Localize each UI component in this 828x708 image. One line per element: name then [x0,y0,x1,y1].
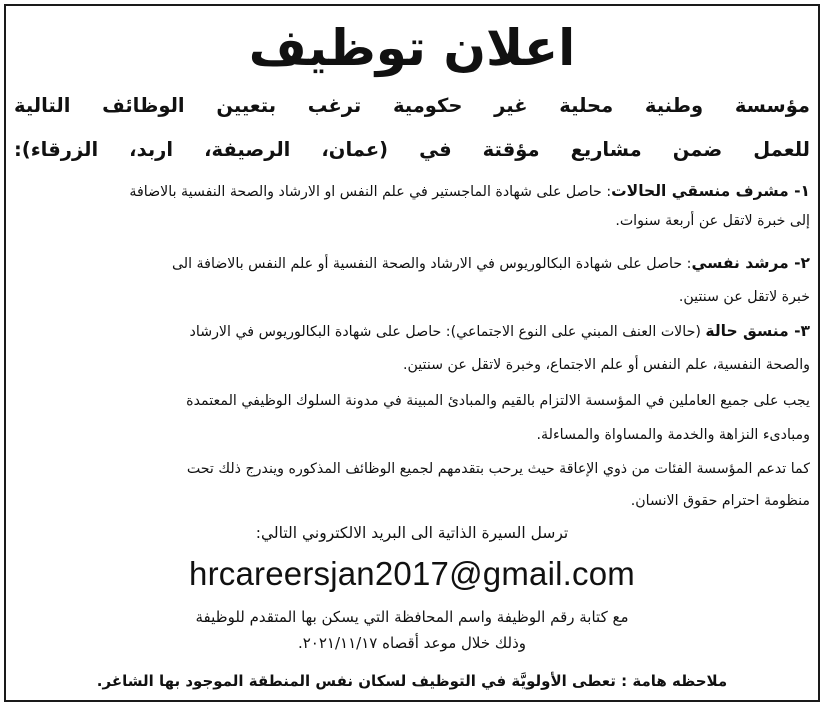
commitment-line-2: ومبادىء النزاهة والخدمة والمساواة والمساءلة. [536,427,810,443]
job-3-title: ٣- منسق حالة [705,322,810,340]
intro-line-2: للعمل ضمن مشاريع مؤقتة في (عمان، الرصيفة، اربد، الزرقاء): [14,138,810,161]
job-2-title: ٢- مرشد نفسي [691,254,810,272]
job-3-requirements: (حالات العنف المبني على النوع الاجتماعي): حاصل على شهادة البكالوريوس في الارشاد [189,324,706,340]
job-1-line-2: إلى خبرة لاتقل عن أربعة سنوات. [615,213,810,229]
job-2-requirements: : حاصل على شهادة البكالوريوس في الارشاد والصحة النفسية أو علم النفس بالاضافة الى [171,256,692,272]
job-3-line-1 [14,320,810,343]
job-1-line-1 [14,180,810,203]
job-1-requirements: : حاصل على شهادة الماجستير في علم النفس او الارشاد والصحة النفسية بالاضافة [129,184,612,200]
job-2-line-1 [14,252,810,275]
job-advertisement [4,4,820,702]
deadline: وذلك خلال موعد أقصاه ٢٠٢١/١١/١٧. [297,634,527,652]
disability-line-1: كما تدعم المؤسسة الفئات من ذوي الإعاقة حيث يرحب بتقدمهم لجميع الوظائف المذكوره ويندرج ذلك تحت [186,461,810,477]
subject-instruction: مع كتابة رقم الوظيفة واسم المحافظة التي يسكن بها المتقدم للوظيفة [195,608,629,626]
ad-title: اعلان توظيف [248,19,576,77]
contact-email: hrcareersjan2017@gmail.com [189,555,635,592]
cv-instruction: ترسل السيرة الذاتية الى البريد الالكتروني التالي: [255,524,569,542]
priority-note: ملاحظه هامة : تعطى الأولويَّة في التوظيف لسكان نفس المنطقة الموجود بها الشاغر. [96,672,728,690]
job-1-title: ١- مشرف منسقي الحالات [611,182,810,200]
job-2-line-2: خبرة لاتقل عن سنتين. [678,289,810,305]
commitment-line-1: يجب على جميع العاملين في المؤسسة الالتزام بالقيم والمبادئ المبينة في مدونة السلوك الوظيفي المعتمدة [186,393,810,409]
job-3-line-2: والصحة النفسية، علم النفس أو علم الاجتماع، وخبرة لاتقل عن سنتين. [402,357,810,373]
disability-line-2: منظومة احترام حقوق الانسان. [630,493,810,509]
intro-line-1: مؤسسة وطنية محلية غير حكومية ترغب بتعيين الوظائف التالية [14,94,810,117]
